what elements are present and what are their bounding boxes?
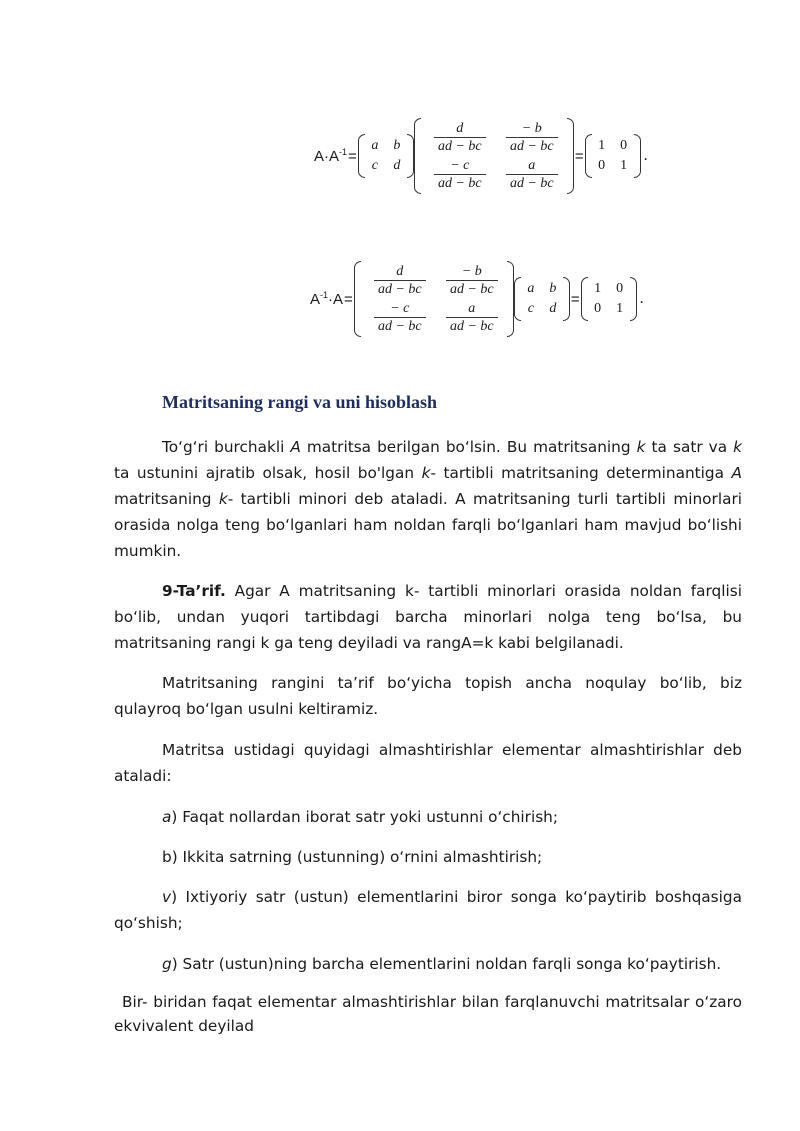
fraction: $\frac{a}{ad - bc}$ [446,300,498,335]
right-paren [563,277,570,321]
matrix-entry: 1 [594,281,602,296]
matrix-entry: 0 [594,301,602,316]
right-paren [634,134,641,178]
matrix-entry: a [527,281,535,296]
matrix-entry: 1 [620,158,628,173]
paragraph-rank-method: Matritsaning rangini ta’rif bo‘yicha topish ancha noqulay bo‘lib, biz qulayroq bo‘lgan usulni keltiramiz. [114,674,742,718]
matrix-entry: c [527,301,534,316]
eq1-lhs-a: A [314,148,325,165]
eq1-matrix-inverse [414,118,574,194]
eq1-matrix-a [358,134,414,178]
left-paren [514,277,521,321]
left-paren [358,134,365,178]
matrix-entry: d [549,301,557,316]
right-paren [567,118,574,194]
eq2-lhs-dot: · [328,291,334,308]
fraction: $\frac{a}{ad - bc}$ [506,157,558,192]
eq2-matrix-a [514,277,570,321]
left-paren [414,118,421,194]
eq1-lhs: $A\cdot A^{-1}$ [314,147,348,165]
equation-a-times-inverse [314,118,648,194]
matrix-entry: 1 [598,138,606,153]
eq1-equals-1: = [348,147,357,165]
eq2-identity-matrix [581,277,637,321]
matrix-entry: c [371,158,378,173]
fraction: $\frac{- c}{ad - bc}$ [434,157,486,192]
fraction: $\frac{- b}{ad - bc}$ [446,263,498,298]
right-paren [630,277,637,321]
fraction: $\frac{- c}{ad - bc}$ [374,300,426,335]
eq1-equals-2: = [574,147,584,165]
matrix-entry: 0 [616,281,624,296]
matrix-entry: d [393,158,401,173]
list-item-b: b) Ikkita satrning (ustunning) o‘rnini almashtirish; [162,848,543,866]
matrix-entry: 0 [598,158,606,173]
left-paren [585,134,592,178]
list-item-a: a) Faqat nollardan iborat satr yoki ustunni o‘chirish; [162,808,559,826]
eq2-equals-2: = [570,290,580,308]
matrix-entry: b [393,138,401,153]
left-paren [354,261,361,337]
paragraph-minor-definition: To‘g‘ri burchakli A matritsa berilgan bo‘lsin. Bu matritsaning k ta satr va k ta ustunini ajratib olsak, hosil bo'lgan k- tartibli matritsaning determinantiga A matritsaning k- tartibli minori deb ataladi. A matritsaning turli tartibli minorlari orasida nolga teng bo‘lganlari ham noldan farqli bo‘lganlari ham mavjud bo‘lishi mumkin. [114,438,742,560]
eq1-lhs-b: A [329,148,340,165]
list-item-g: g) Satr (ustun)ning barcha elementlarini noldan farqli songa ko‘paytirish. [162,955,722,973]
matrix-entry: 1 [616,301,624,316]
eq1-identity-matrix [585,134,641,178]
equation-inverse-times-a [310,261,644,337]
fraction: $\frac{- b}{ad - bc}$ [506,120,558,155]
paragraph-definition-9: 9-Ta’rif. Agar A matritsaning k- tartibli minorlari orasida noldan farqlisi bo‘lib, undan yuqori tartibdagi barcha minorlari nolga teng bo‘lsa, bu matritsaning rangi k ga teng deyiladi va rangA=k kabi belgilanadi. [114,582,742,652]
right-paren [407,134,414,178]
matrix-entry: b [549,281,557,296]
eq2-lhs-b: A [333,291,344,308]
paragraph-elementary-transformations: Matritsa ustidagi quyidagi almashtirishlar elementar almashtirishlar deb ataladi: [114,741,742,785]
eq1-period: . [643,147,648,164]
matrix-entry: 0 [620,138,628,153]
eq2-matrix-inverse [354,261,514,337]
right-paren [507,261,514,337]
fraction: $\frac{d}{ad - bc}$ [434,120,486,155]
matrix-entry: a [371,138,379,153]
left-paren [581,277,588,321]
eq2-lhs [310,290,343,308]
eq2-lhs-exponent: -1 [320,290,329,300]
paragraph-equivalence: Bir- biridan faqat elementar almashtirishlar bilan farqlanuvchi matritsalar o‘zaro ekvivalent deyilad [114,993,742,1035]
fraction: $\frac{d}{ad - bc}$ [374,263,426,298]
section-heading: Matritsaning rangi va uni hisoblash [162,392,438,412]
eq2-equals-1: = [344,290,353,308]
eq1-lhs-exponent: -1 [339,147,348,157]
definition-label: 9-Ta’rif. [162,582,226,600]
list-item-v: v) Ixtiyoriy satr (ustun) elementlarini biror songa ko‘paytirib boshqasiga qo‘shish; [114,888,742,932]
eq2-lhs-a: A [310,291,321,308]
eq2-period: . [639,290,644,307]
